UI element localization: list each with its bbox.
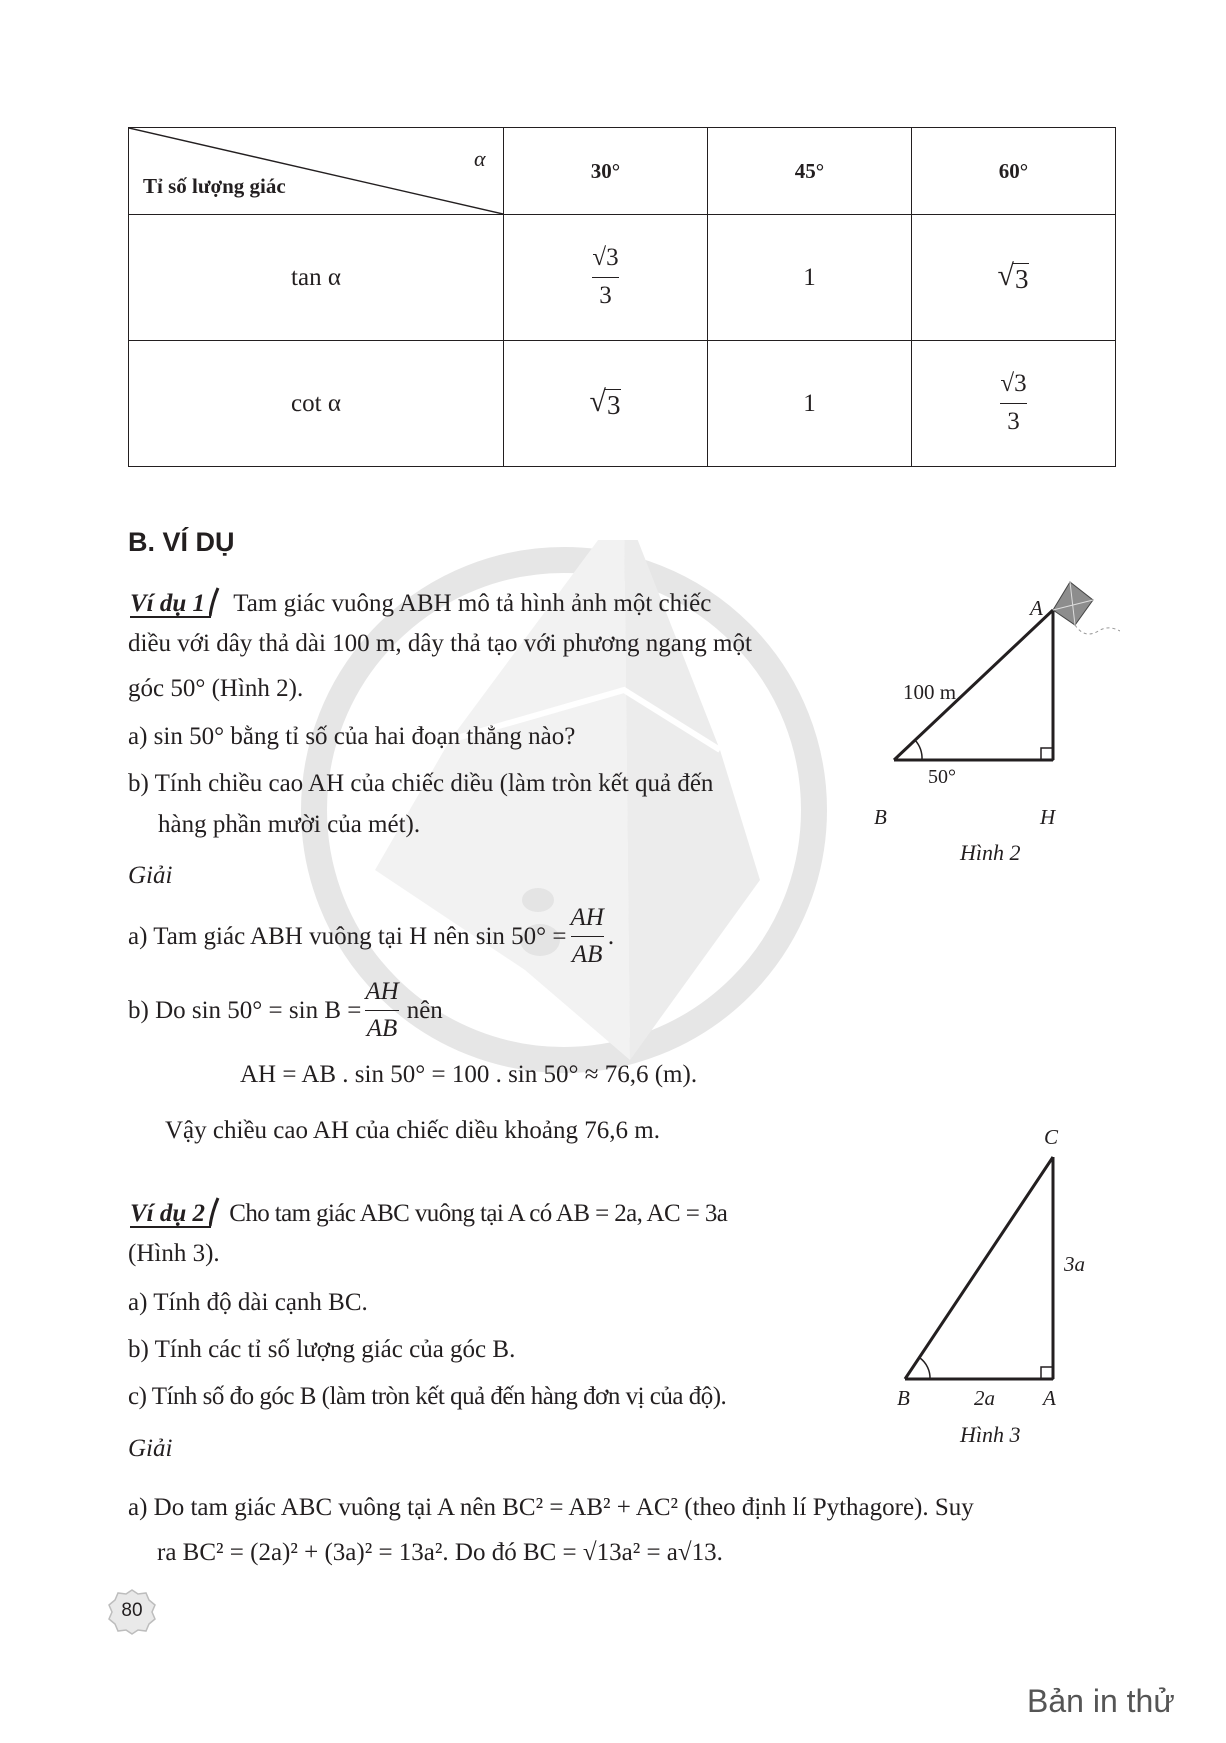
table-header-row [129,128,1116,215]
row-label-tan: tan α [129,215,504,341]
tag-bracket-icon [209,586,221,618]
corner-label: Tỉ số lượng giác [143,174,286,198]
example1-first-line [130,586,711,618]
numerator: AH [570,904,604,931]
fig2-label-a: A [1030,596,1043,620]
fig3-label-b: B [897,1386,910,1410]
trig-values-table [128,127,1116,467]
denominator: 3 [599,282,612,310]
fig2-side-length: 100 m [903,680,957,704]
example1-calc: AH = AB . sin 50° = 100 . sin 50° ≈ 76,6 (m). [240,1061,698,1088]
example1-line1: Tam giác vuông ABH mô tả hình ảnh một chiếc [233,590,712,617]
fig2-label-h: H [1040,805,1056,829]
section-title: B. VÍ DỤ [128,527,235,557]
table-corner-cell [129,128,504,215]
corner-alpha: α [474,146,486,171]
figure-2-triangle [860,570,1120,770]
example1-line3: góc 50° (Hình 2). [128,675,304,702]
fig2-caption: Hình 2 [960,840,1021,865]
numerator: √3 [592,244,619,272]
example1-line2: diều với dây thả dài 100 m, dây thả tạo với phương ngang một [128,630,752,657]
example2-line2: (Hình 3). [128,1240,220,1267]
corner-diagonal [129,128,503,214]
example1-solution-a: a) Tam giác ABH vuông tại H nên sin 50° = AH AB . [128,904,615,969]
header-60: 60° [912,128,1116,215]
example1-question-b1: b) Tính chiều cao AH của chiếc diều (làm tròn kết quả đến [128,770,714,797]
example2-solution-a1: a) Do tam giác ABC vuông tại A nên BC² = AB² + AC² (theo định lí Pythagore). Suy [128,1494,974,1521]
sqrt-expression: √ 3 [589,385,621,421]
draft-print-label: Bản in thử [1027,1683,1175,1719]
fig2-label-b: B [874,805,887,829]
example2-tag: Ví dụ 2 [130,1196,221,1228]
solution-b-tail: nên [406,997,443,1025]
fig3-label-c: C [1044,1125,1059,1149]
kite-icon [1053,582,1120,634]
solution-b-text: b) Do sin 50° = sin B = [128,997,362,1025]
fig3-side-ab: 2a [974,1386,995,1410]
denominator: AB [571,941,603,969]
numerator: AH [365,978,399,1005]
radicand: 3 [1014,264,1029,295]
header-30: 30° [504,128,708,215]
denominator: 3 [1007,408,1020,436]
sqrt-expression: √ 3 [997,259,1029,295]
cell-cot-30 [504,341,708,467]
row-label-cot: cot α [129,341,504,467]
cell-cot-45: 1 [708,341,912,467]
fig3-caption: Hình 3 [960,1422,1021,1447]
table-row-cot [129,341,1116,467]
numerator: √3 [1000,370,1027,398]
fraction-ah-ab [571,903,604,970]
fraction-ah-ab [365,977,398,1044]
fig3-label-a: A [1043,1386,1056,1410]
example2-question-a: a) Tính độ dài cạnh BC. [128,1289,368,1316]
example1-solution-label: Giải [128,862,173,889]
example2-solution-a2: ra BC² = (2a)² + (3a)² = 13a². Do đó BC = √13a² = a√13. [157,1539,723,1566]
denominator: AB [366,1015,398,1043]
example2-solution-label: Giải [128,1435,173,1462]
example2-question-c: c) Tính số đo góc B (làm tròn kết quả đến hàng đơn vị của độ). [128,1383,727,1410]
header-45: 45° [708,128,912,215]
example1-conclusion: Vậy chiều cao AH của chiếc diều khoảng 76,6 m. [165,1117,660,1144]
cell-tan-30 [504,215,708,341]
tag-bracket-icon [209,1196,221,1228]
example2-first-line [130,1196,727,1228]
solution-a-text: a) Tam giác ABH vuông tại H nên sin 50° = [128,923,567,951]
table-row-tan [129,215,1116,341]
cell-tan-60 [912,215,1116,341]
fraction [1000,370,1026,437]
example2-line1: Cho tam giác ABC vuông tại A có AB = 2a, AC = 3a [229,1200,728,1227]
example1-solution-b [128,977,443,1044]
cell-cot-60 [912,341,1116,467]
example1-tag: Ví dụ 1 [130,586,221,618]
cell-tan-45: 1 [708,215,912,341]
fig2-angle: 50° [928,766,956,788]
radicand: 3 [606,390,621,421]
page-number: 80 [121,1600,143,1621]
example1-question-b2: hàng phần mười của mét). [158,811,421,838]
example1-question-a: a) sin 50° bằng tỉ số của hai đoạn thẳng nào? [128,723,576,750]
fig3-side-ac: 3a [1064,1252,1085,1276]
figure-3-triangle [890,1150,1070,1390]
example2-question-b: b) Tính các tỉ số lượng giác của góc B. [128,1336,516,1363]
fraction [592,244,618,311]
